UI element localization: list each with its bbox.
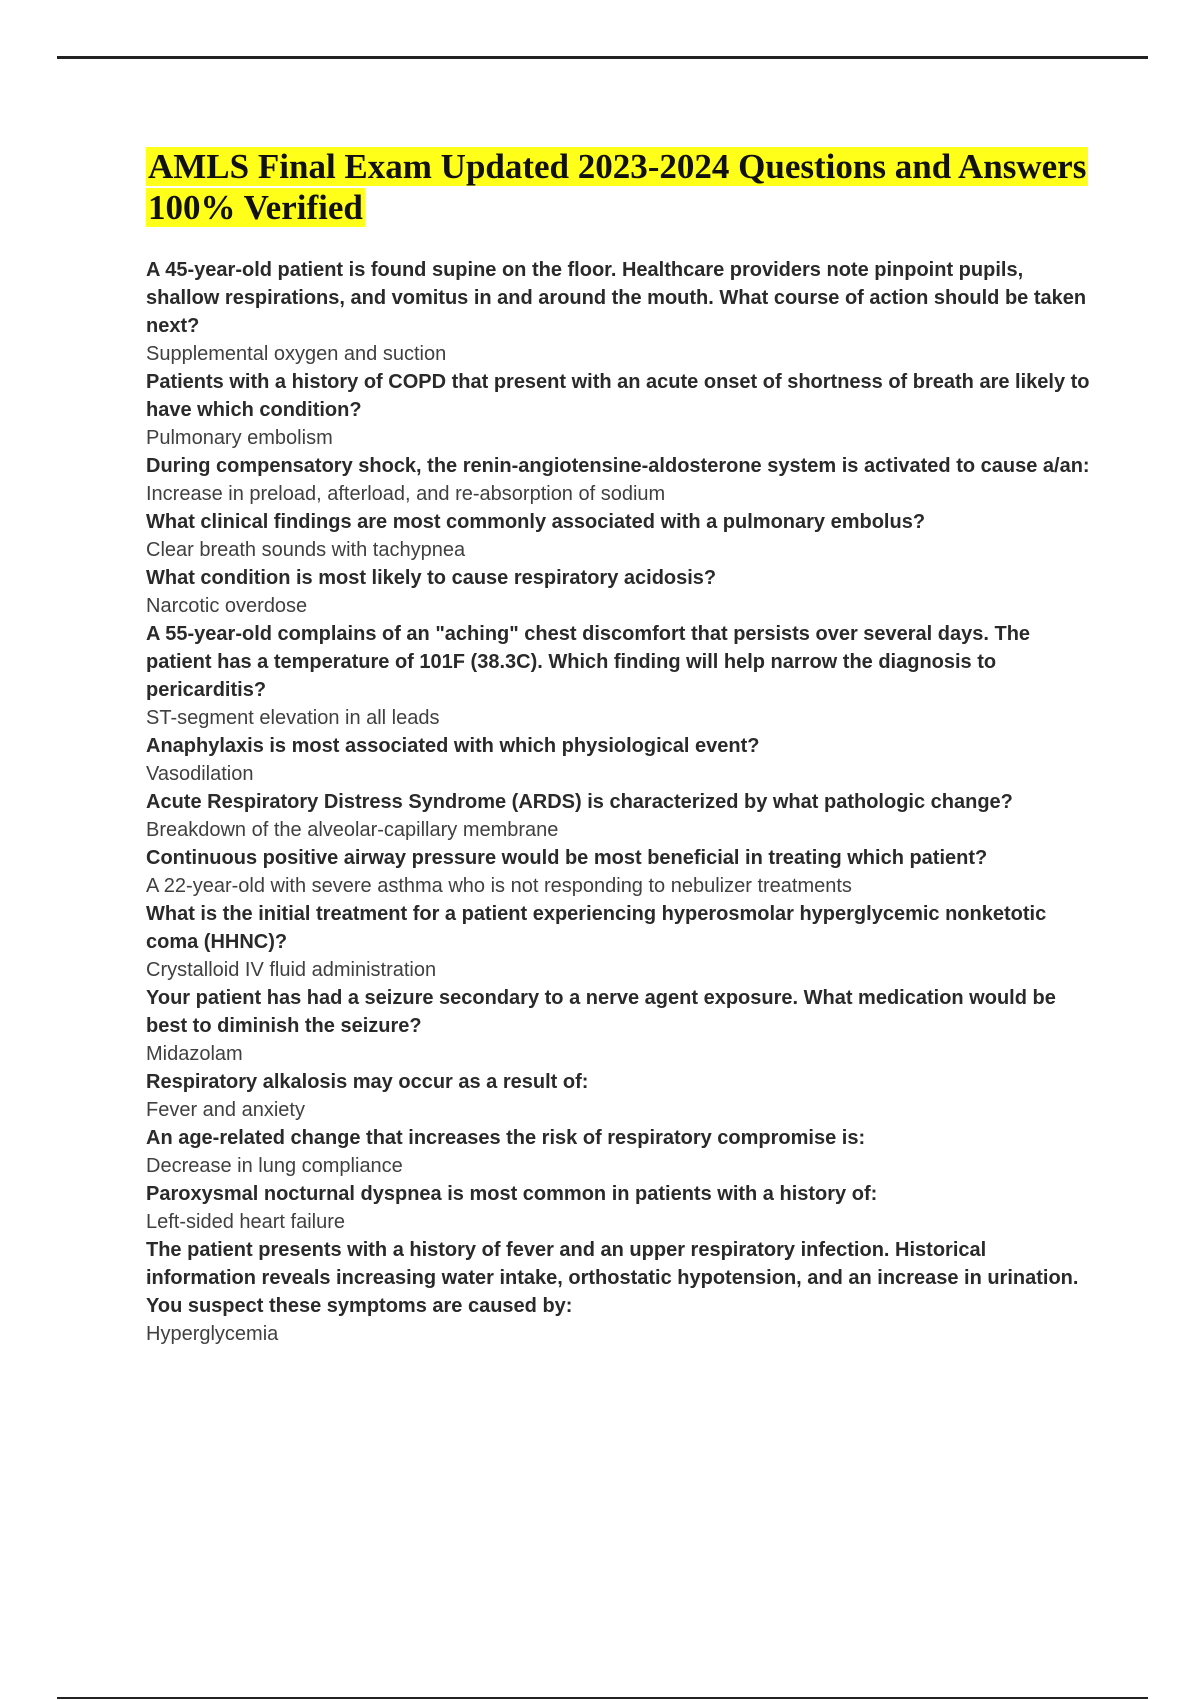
question-text: Acute Respiratory Distress Syndrome (ARDS) is characterized by what pathologic change? <box>146 791 1013 813</box>
highlighted-title-text: AMLS Final Exam Updated 2023-2024 Questions and Answers 100% Verified <box>148 147 1087 227</box>
answer-text: Breakdown of the alveolar-capillary membrane <box>146 819 559 841</box>
question-text: The patient presents with a history of fever and an upper respiratory infection. Historical information reveals increasing water intake, orthostatic hypotension, and an increase in urination. You suspect these symptoms are caused by: <box>146 1239 1079 1317</box>
question-text: What clinical findings are most commonly associated with a pulmonary embolus? <box>146 511 926 533</box>
answer-text: Left-sided heart failure <box>146 1211 346 1233</box>
answer-text: A 22-year-old with severe asthma who is not responding to nebulizer treatments <box>146 875 852 897</box>
document-body <box>146 146 1096 1348</box>
answer-text: Crystalloid IV fluid administration <box>146 959 437 981</box>
question-text: What condition is most likely to cause respiratory acidosis? <box>146 567 717 589</box>
footer-rule <box>57 1697 1148 1699</box>
question-text: During compensatory shock, the renin-angiotensine-aldosterone system is activated to cause a/an: <box>146 455 1090 477</box>
question-text: Paroxysmal nocturnal dyspnea is most common in patients with a history of: <box>146 1183 878 1205</box>
question-text: Continuous positive airway pressure would be most beneficial in treating which patient? <box>146 847 988 869</box>
answer-text: Narcotic overdose <box>146 595 308 617</box>
question-text: A 55-year-old complains of an "aching" chest discomfort that persists over several days. The patient has a temperature of 101F (38.3C). Which finding will help narrow the diagnosis to pericarditis? <box>146 623 1031 701</box>
answer-text: Fever and anxiety <box>146 1099 305 1121</box>
answer-text: Clear breath sounds with tachypnea <box>146 539 466 561</box>
question-text: Anaphylaxis is most associated with which physiological event? <box>146 735 760 757</box>
answer-text: Hyperglycemia <box>146 1323 279 1345</box>
answer-text: Pulmonary embolism <box>146 427 333 449</box>
answer-text: Supplemental oxygen and suction <box>146 343 447 365</box>
document-title <box>146 146 1096 228</box>
question-text: A 45-year-old patient is found supine on the floor. Healthcare providers note pinpoint pupils, shallow respirations, and vomitus in and around the mouth. What course of action should be taken next? <box>146 259 1087 337</box>
question-text: Respiratory alkalosis may occur as a result of: <box>146 1071 589 1093</box>
answer-text: Vasodilation <box>146 763 254 785</box>
question-text: What is the initial treatment for a patient experiencing hyperosmolar hyperglycemic nonketotic coma (HHNC)? <box>146 903 1047 953</box>
answer-text: Decrease in lung compliance <box>146 1155 403 1177</box>
qa-list <box>146 256 1096 1348</box>
header-rule <box>57 56 1148 59</box>
question-text: Your patient has had a seizure secondary to a nerve agent exposure. What medication would be best to diminish the seizure? <box>146 987 1056 1037</box>
answer-text: Midazolam <box>146 1043 243 1065</box>
question-text: An age-related change that increases the risk of respiratory compromise is: <box>146 1127 866 1149</box>
answer-text: ST-segment elevation in all leads <box>146 707 440 729</box>
question-text: Patients with a history of COPD that present with an acute onset of shortness of breath are likely to have which condition? <box>146 371 1090 421</box>
answer-text: Increase in preload, afterload, and re-absorption of sodium <box>146 483 666 505</box>
